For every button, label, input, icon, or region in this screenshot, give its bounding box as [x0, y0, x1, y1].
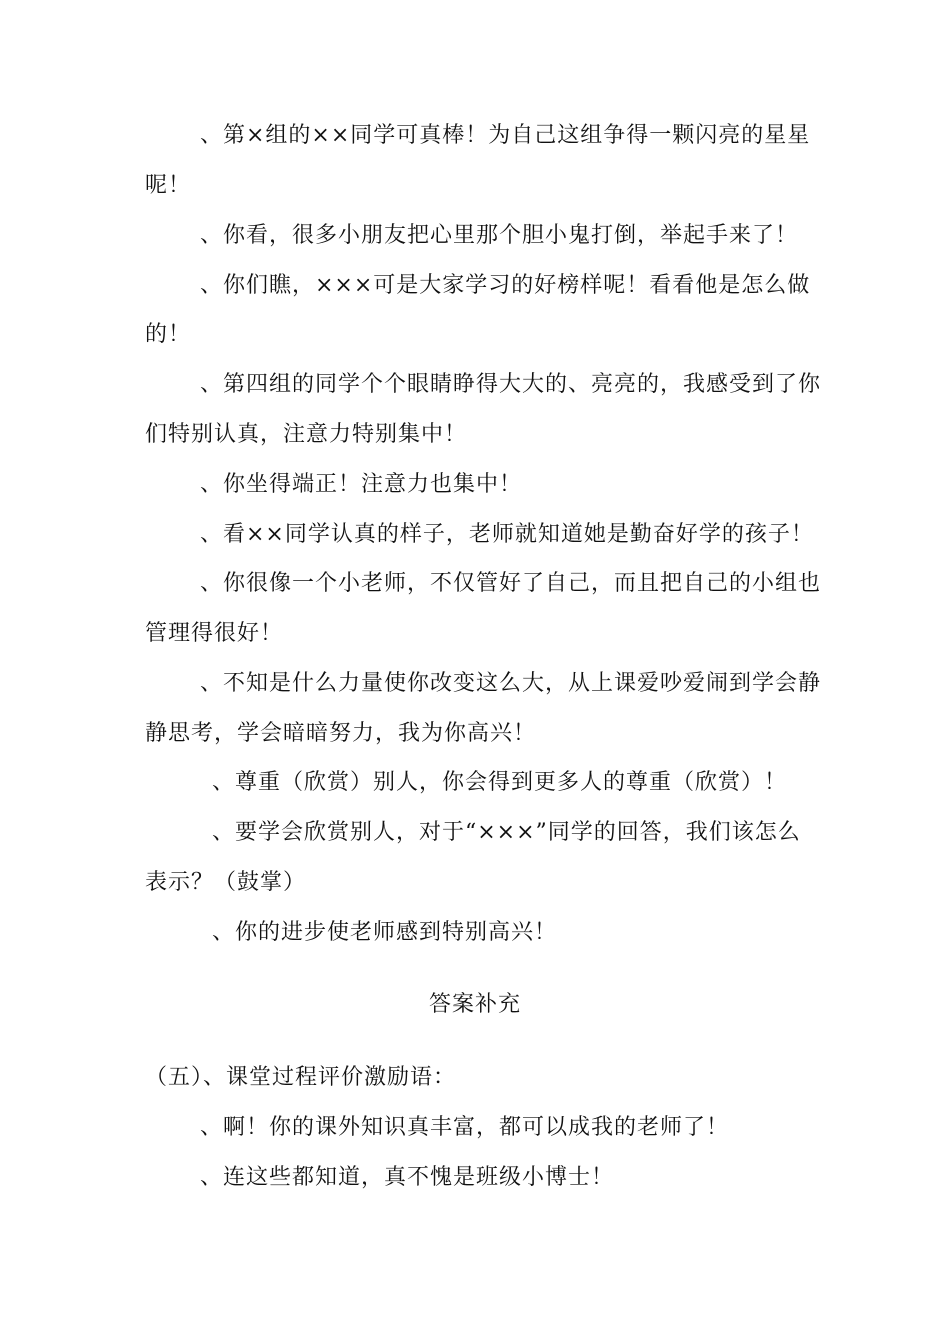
supplement-item-1: 、啊！你的课外知识真丰富，都可以成我的老师了！	[200, 1115, 730, 1140]
paragraph-8-line-2: 静思考，学会暗暗努力，我为你高兴！	[145, 721, 537, 746]
paragraph-4-line-2: 们特别认真，注意力特别集中！	[145, 422, 468, 447]
paragraph-7-line-2: 管理得很好！	[145, 621, 284, 646]
paragraph-2-line-1: 、你看，很多小朋友把心里那个胆小鬼打倒，举起手来了！	[200, 223, 799, 248]
paragraph-8-line-1: 、不知是什么力量使你改变这么大，从上课爱吵爱闹到学会静	[200, 671, 822, 696]
supplement-item-2: 、连这些都知道，真不愧是班级小博士！	[200, 1165, 615, 1190]
paragraph-3-line-2: 的！	[145, 322, 192, 347]
section-title: （五）、课堂过程评价激励语：	[145, 1065, 457, 1090]
paragraph-3-line-1: 、你们瞧，×××可是大家学习的好榜样呢！看看他是怎么做	[200, 273, 811, 298]
paragraph-10-line-1: 、要学会欣赏别人，对于“×××”同学的回答，我们该怎么	[212, 820, 801, 845]
paragraph-9-line-1: 、尊重（欣赏）别人，你会得到更多人的尊重（欣赏）！	[212, 770, 788, 795]
supplement-heading: 答案补充	[428, 992, 521, 1017]
paragraph-6-line-1: 、看××同学认真的样子，老师就知道她是勤奋好学的孩子！	[200, 522, 814, 547]
paragraph-4-line-1: 、第四组的同学个个眼睛睁得大大的、亮亮的，我感受到了你	[200, 372, 822, 397]
paragraph-7-line-1: 、你很像一个小老师，不仅管好了自己，而且把自己的小组也	[200, 571, 822, 596]
paragraph-10-line-2: 表示？（鼓掌）	[145, 870, 307, 895]
paragraph-1-line-2: 呢！	[145, 173, 192, 198]
paragraph-1-line-1: 、第×组的××同学可真棒！为自己这组争得一颗闪亮的星星	[200, 123, 811, 148]
paragraph-11-line-1: 、你的进步使老师感到特别高兴！	[212, 920, 558, 945]
paragraph-5-line-1: 、你坐得端正！注意力也集中！	[200, 472, 523, 497]
